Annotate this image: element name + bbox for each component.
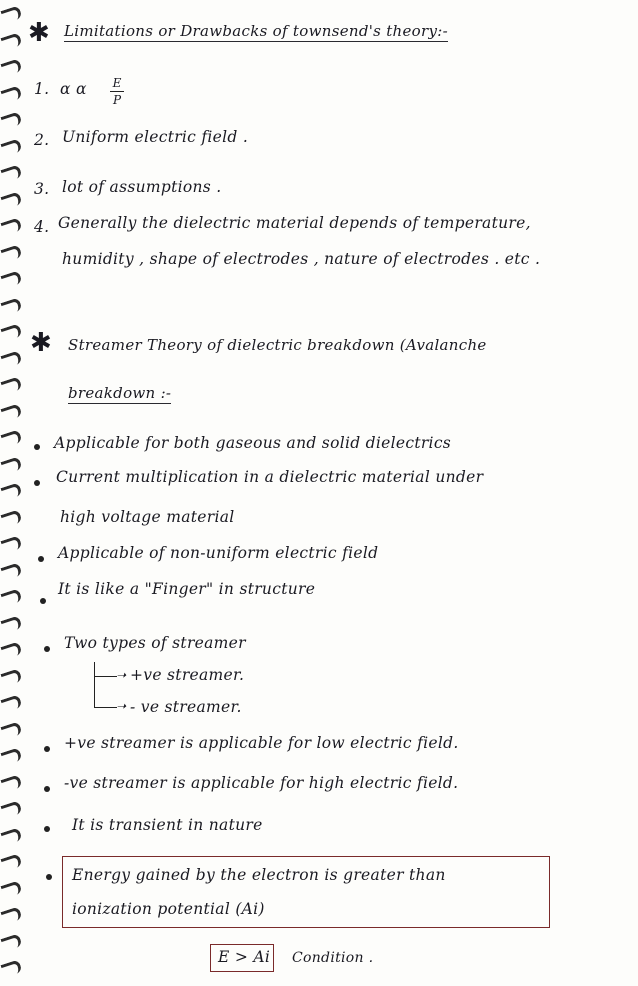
- spiral-ring: [0, 429, 22, 447]
- spiral-ring: [0, 403, 22, 421]
- spiral-ring: [0, 827, 22, 845]
- spiral-ring: [0, 164, 22, 182]
- star-icon: ✱: [28, 18, 50, 48]
- spiral-ring: [0, 297, 22, 315]
- spiral-ring: [0, 774, 22, 792]
- branch-arrow: [95, 676, 117, 677]
- bullet-current-continuation: high voltage material: [60, 508, 235, 526]
- section2-title: Streamer Theory of dielectric breakdown (Avalanche: [68, 336, 487, 354]
- spiral-ring: [0, 350, 22, 368]
- item1-number: 1.: [34, 80, 50, 98]
- spiral-ring: [0, 85, 22, 103]
- spiral-ring: [0, 244, 22, 262]
- spiral-ring: [0, 323, 22, 341]
- item4-number: 4.: [34, 218, 50, 236]
- bullet-dot: [44, 746, 50, 752]
- spiral-ring: [0, 641, 22, 659]
- bullet-dot: [46, 874, 52, 880]
- arrow-icon: ➝: [116, 699, 127, 713]
- item3-number: 3.: [34, 180, 50, 198]
- arrow-icon: ➝: [116, 668, 127, 682]
- spiral-ring: [0, 482, 22, 500]
- spiral-ring: [0, 138, 22, 156]
- spiral-ring: [0, 5, 22, 23]
- spiral-ring: [0, 111, 22, 129]
- bullet-non-uniform: Applicable of non-uniform electric field: [58, 544, 379, 562]
- spiral-ring: [0, 191, 22, 209]
- spiral-ring: [0, 800, 22, 818]
- item2-text: Uniform electric field .: [62, 128, 249, 146]
- spiral-ring: [0, 562, 22, 580]
- bullet-dot: [40, 598, 46, 604]
- spiral-ring: [0, 58, 22, 76]
- condition-label: Condition .: [292, 950, 374, 966]
- spiral-ring: [0, 959, 22, 977]
- spiral-ring: [0, 217, 22, 235]
- bullet-dot: [34, 480, 40, 486]
- condition-formula: E > Ai: [218, 948, 271, 966]
- section1-title: Limitations or Drawbacks of townsend's theory:-: [64, 22, 448, 40]
- spiral-ring: [0, 615, 22, 633]
- item3-text: lot of assumptions .: [62, 178, 222, 196]
- bullet-transient: It is transient in nature: [72, 816, 263, 834]
- bullet-dot: [44, 826, 50, 832]
- star-icon: ✱: [30, 328, 52, 358]
- type-negative-streamer: - ve streamer.: [130, 698, 242, 716]
- spiral-ring: [0, 853, 22, 871]
- type-positive-streamer: +ve streamer.: [130, 666, 245, 684]
- item1-text: α α: [60, 80, 87, 98]
- bullet-dot: [38, 556, 44, 562]
- bullet-finger-structure: It is like a "Finger" in structure: [58, 580, 316, 598]
- spiral-ring: [0, 270, 22, 288]
- item2-number: 2.: [34, 131, 50, 149]
- bullet-two-types: Two types of streamer: [64, 634, 246, 652]
- spiral-ring: [0, 933, 22, 951]
- spiral-ring: [0, 721, 22, 739]
- boxed-energy-line: Energy gained by the electron is greater than: [72, 866, 446, 884]
- spiral-ring: [0, 906, 22, 924]
- fraction-numerator: E: [110, 76, 124, 92]
- spiral-ring: [0, 880, 22, 898]
- spiral-ring: [0, 32, 22, 50]
- spiral-ring: [0, 747, 22, 765]
- boxed-ionization-line: ionization potential (Ai): [72, 900, 265, 918]
- section2-title-continuation: breakdown :-: [68, 384, 172, 402]
- spiral-ring: [0, 694, 22, 712]
- spiral-ring: [0, 588, 22, 606]
- item1-fraction: [110, 76, 124, 107]
- branch-arrow: [95, 707, 117, 708]
- item4-text: Generally the dielectric material depends of temperature,: [58, 214, 531, 232]
- spiral-ring: [0, 535, 22, 553]
- bullet-positive-low-field: +ve streamer is applicable for low electric field.: [64, 734, 459, 752]
- bullet-dot: [44, 646, 50, 652]
- bullet-current-multiplication: Current multiplication in a dielectric material under: [56, 468, 484, 486]
- item4-continuation: humidity , shape of electrodes , nature of electrodes . etc .: [62, 250, 541, 268]
- bullet-dot: [34, 444, 40, 450]
- bullet-negative-high-field: -ve streamer is applicable for high electric field.: [64, 774, 459, 792]
- spiral-ring: [0, 456, 22, 474]
- fraction-denominator: P: [112, 93, 122, 107]
- bullet-dot: [44, 786, 50, 792]
- types-tree-line: [94, 662, 95, 708]
- spiral-ring: [0, 376, 22, 394]
- bullet-applicable-both: Applicable for both gaseous and solid dielectrics: [54, 434, 452, 452]
- spiral-binding: [0, 0, 24, 986]
- spiral-ring: [0, 668, 22, 686]
- spiral-ring: [0, 509, 22, 527]
